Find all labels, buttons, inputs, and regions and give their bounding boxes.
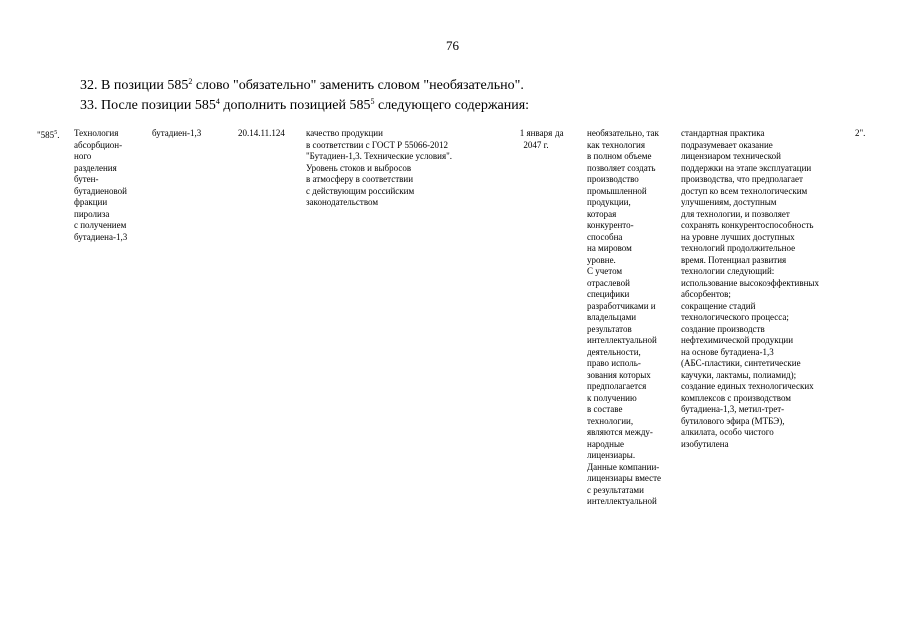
quality-requirements: качество продукции в соответствии с ГОСТ Р 55066-2012 "Бутадиен-1,3. Технические условия". Уровень стоков и выбросов в атмосферу в соответствии с действующим российским законодательством <box>306 128 453 207</box>
position-number-sup: 5 <box>54 130 58 136</box>
amendment-33 <box>80 97 529 114</box>
standard-practice: стандартная практика подразумевает оказание лицензиаром технической поддержки на этапе эксплуатации производства, что предполагает доступ ко всем технологическим улучшениям, доступным для технологии, и позволяет сохранять конкурентоспособность на уровне лучших доступных технологий продолжительное время. Потенциал развития технологии следующий: использование высокоэффективных абсорбентов; сокращение стадий технологического процесса; создание производств нефтехимической продукции на основе бутадиена-1,3 (АБС-пластики, синтетические каучуки, лактамы, полиамид); создание единых технологических комплексов с производством бутадиена-1,3, метил-трет- бутилового эфира (МТБЭ), алкилата, особо чистого изобутилена <box>681 128 819 449</box>
product-name: бутадиен-1,3 <box>152 128 202 138</box>
technology-name: Технология абсорбцион- ного разделения бутен- бутадиеновой фракции пиролиза с получением бутадиена-1,3 <box>74 128 128 242</box>
yes-flag: да <box>555 128 564 138</box>
amendment-33-rest: следующего содержания: <box>374 98 530 113</box>
amendment-33-text: 33. После позиции 585 <box>80 98 216 113</box>
closing-mark: 2". <box>855 128 866 138</box>
amendment-33-mid: дополнить позицией 585 <box>219 98 371 113</box>
page-number: 76 <box>446 38 459 53</box>
position-number-prefix: "585 <box>37 130 55 140</box>
amendment-32-sup: 2 <box>188 77 193 86</box>
amendment-33-sup2: 5 <box>370 97 375 106</box>
deadline-date: 1 января 2047 г. <box>519 128 553 150</box>
obligation-status: необязательно, так как технология в полном объеме позволяет создать производство промышленной продукции, которая конкуренто- способна на мировом уровне. С учетом отраслевой специфики разработчиками и владельцами результатов интеллектуальной деятельности, право исполь- зования которых предполагается к получению в составе технологии, являются между- народные лицензиары. Данные компании- лицензиары вместе с результатами интеллектуальной <box>587 128 662 506</box>
position-number <box>37 128 59 142</box>
amendment-32 <box>80 77 524 94</box>
amendment-32-rest: слово "обязательно" заменить словом "необязательно". <box>192 78 524 93</box>
amendment-32-text: 32. В позиции 585 <box>80 78 189 93</box>
amendment-33-sup: 4 <box>215 97 220 106</box>
okpd-code: 20.14.11.124 <box>238 128 285 138</box>
position-number-suffix: . <box>57 130 60 140</box>
